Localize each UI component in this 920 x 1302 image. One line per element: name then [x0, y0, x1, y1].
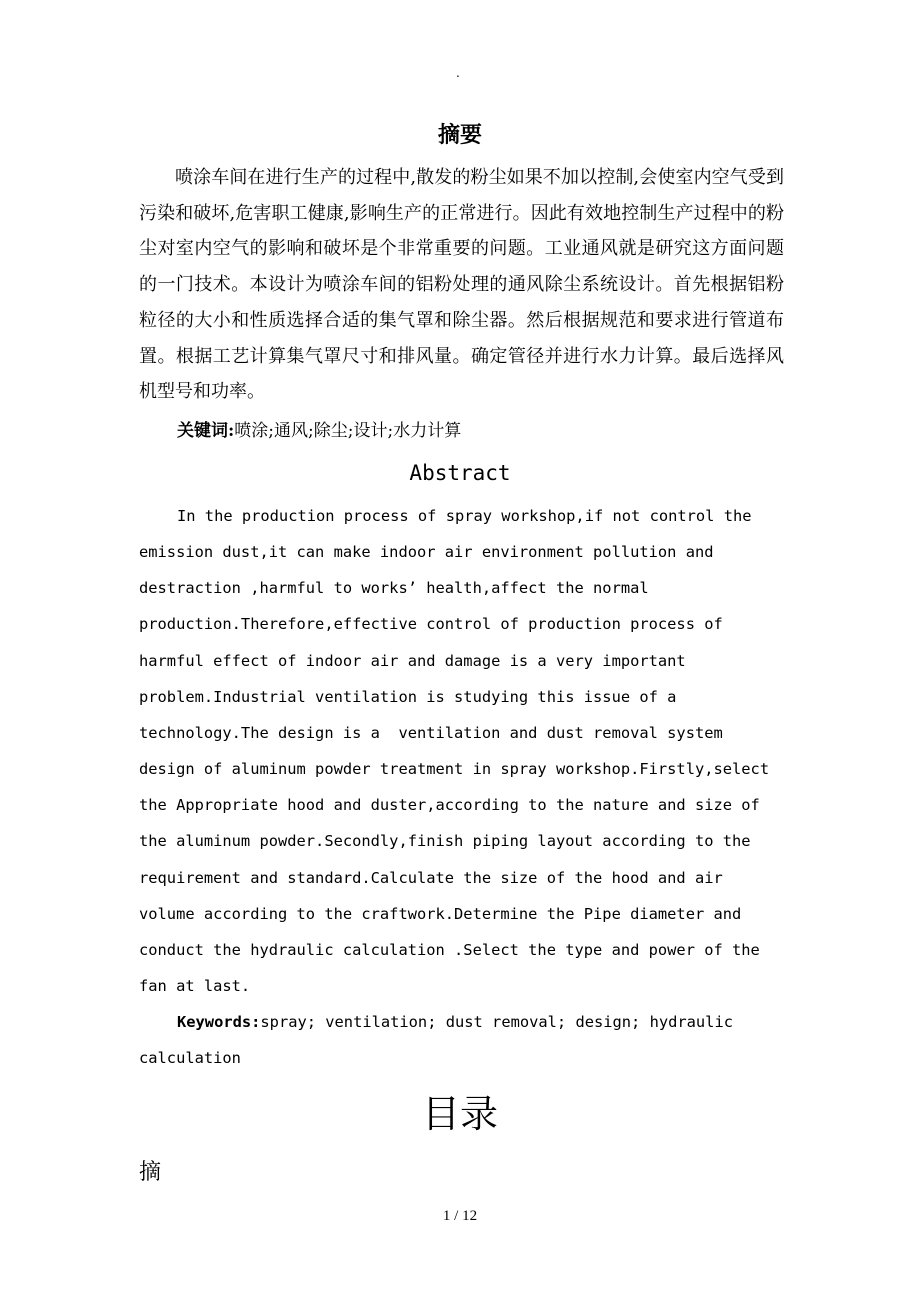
abstract-line: destraction ,harmful to works’ health,affect the normal — [139, 579, 649, 598]
keywords-line-en — [139, 1004, 799, 1040]
keywords-values-cn: 喷涂;通风;除尘;设计;水力计算 — [234, 421, 462, 441]
abstract-line: the aluminum powder.Secondly,finish piping layout according to the — [139, 832, 751, 851]
keywords-label-cn: 关键词: — [177, 421, 235, 441]
abstract-line: In the production process of spray workshop,if not control the — [177, 507, 752, 525]
keywords-line-en-continued: calculation — [139, 1049, 241, 1068]
toc-title: 目录 — [421, 1092, 498, 1136]
abstract-line: requirement and standard.Calculate the size of the hood and air — [139, 868, 723, 887]
abstract-line: conduct the hydraulic calculation .Select the type and power of the — [139, 940, 760, 959]
abstract-line: problem.Industrial ventilation is studying this issue of a — [139, 687, 677, 706]
page-number: 1 / 12 — [442, 1208, 478, 1224]
keywords-values-en: spray; ventilation; dust removal; design; hydraulic — [260, 1013, 733, 1031]
abstract-title-en: Abstract — [409, 461, 511, 485]
abstract-line: the Appropriate hood and duster,according to the nature and size of — [139, 796, 760, 815]
abstract-line: design of aluminum powder treatment in spray workshop.Firstly,select — [139, 760, 770, 779]
abstract-line: fan at last. — [139, 977, 251, 996]
abstract-line: emission dust,it can make indoor air environment pollution and — [139, 543, 714, 562]
abstract-body-en — [139, 498, 799, 1004]
abstract-line: technology.The design is a ventilation and dust removal system — [139, 723, 723, 742]
abstract-line: harmful effect of indoor air and damage is a very important — [139, 651, 686, 670]
keywords-en — [139, 1004, 799, 1076]
header-dot: . — [456, 66, 460, 80]
toc-entry: 摘 — [139, 1160, 162, 1185]
abstract-line: volume according to the craftwork.Determine the Pipe diameter and — [139, 904, 742, 923]
abstract-body-cn: 喷涂车间在进行生产的过程中,散发的粉尘如果不加以控制,会使室内空气受到污染和破坏,危害职工健康,影响生产的正常进行。因此有效地控制生产过程中的粉尘对室内空气的影响和破坏是个非常重要的问题。工业通风就是研究这方面问题的一门技术。本设计为喷涂车间的铝粉处理的通风除尘系统设计。首先根据铝粉粒径的大小和性质选择合适的集气罩和除尘器。然后根据规范和要求进行管道布置。根据工艺计算集气罩尺寸和排风量。确定管径并进行水力计算。最后选择风机型号和功率。 — [139, 167, 784, 403]
keywords-cn — [177, 414, 461, 448]
abstract-line: production.Therefore,effective control of production process of — [139, 615, 723, 634]
abstract-title-cn: 摘要 — [437, 122, 482, 148]
keywords-label-en: Keywords: — [177, 1013, 261, 1031]
